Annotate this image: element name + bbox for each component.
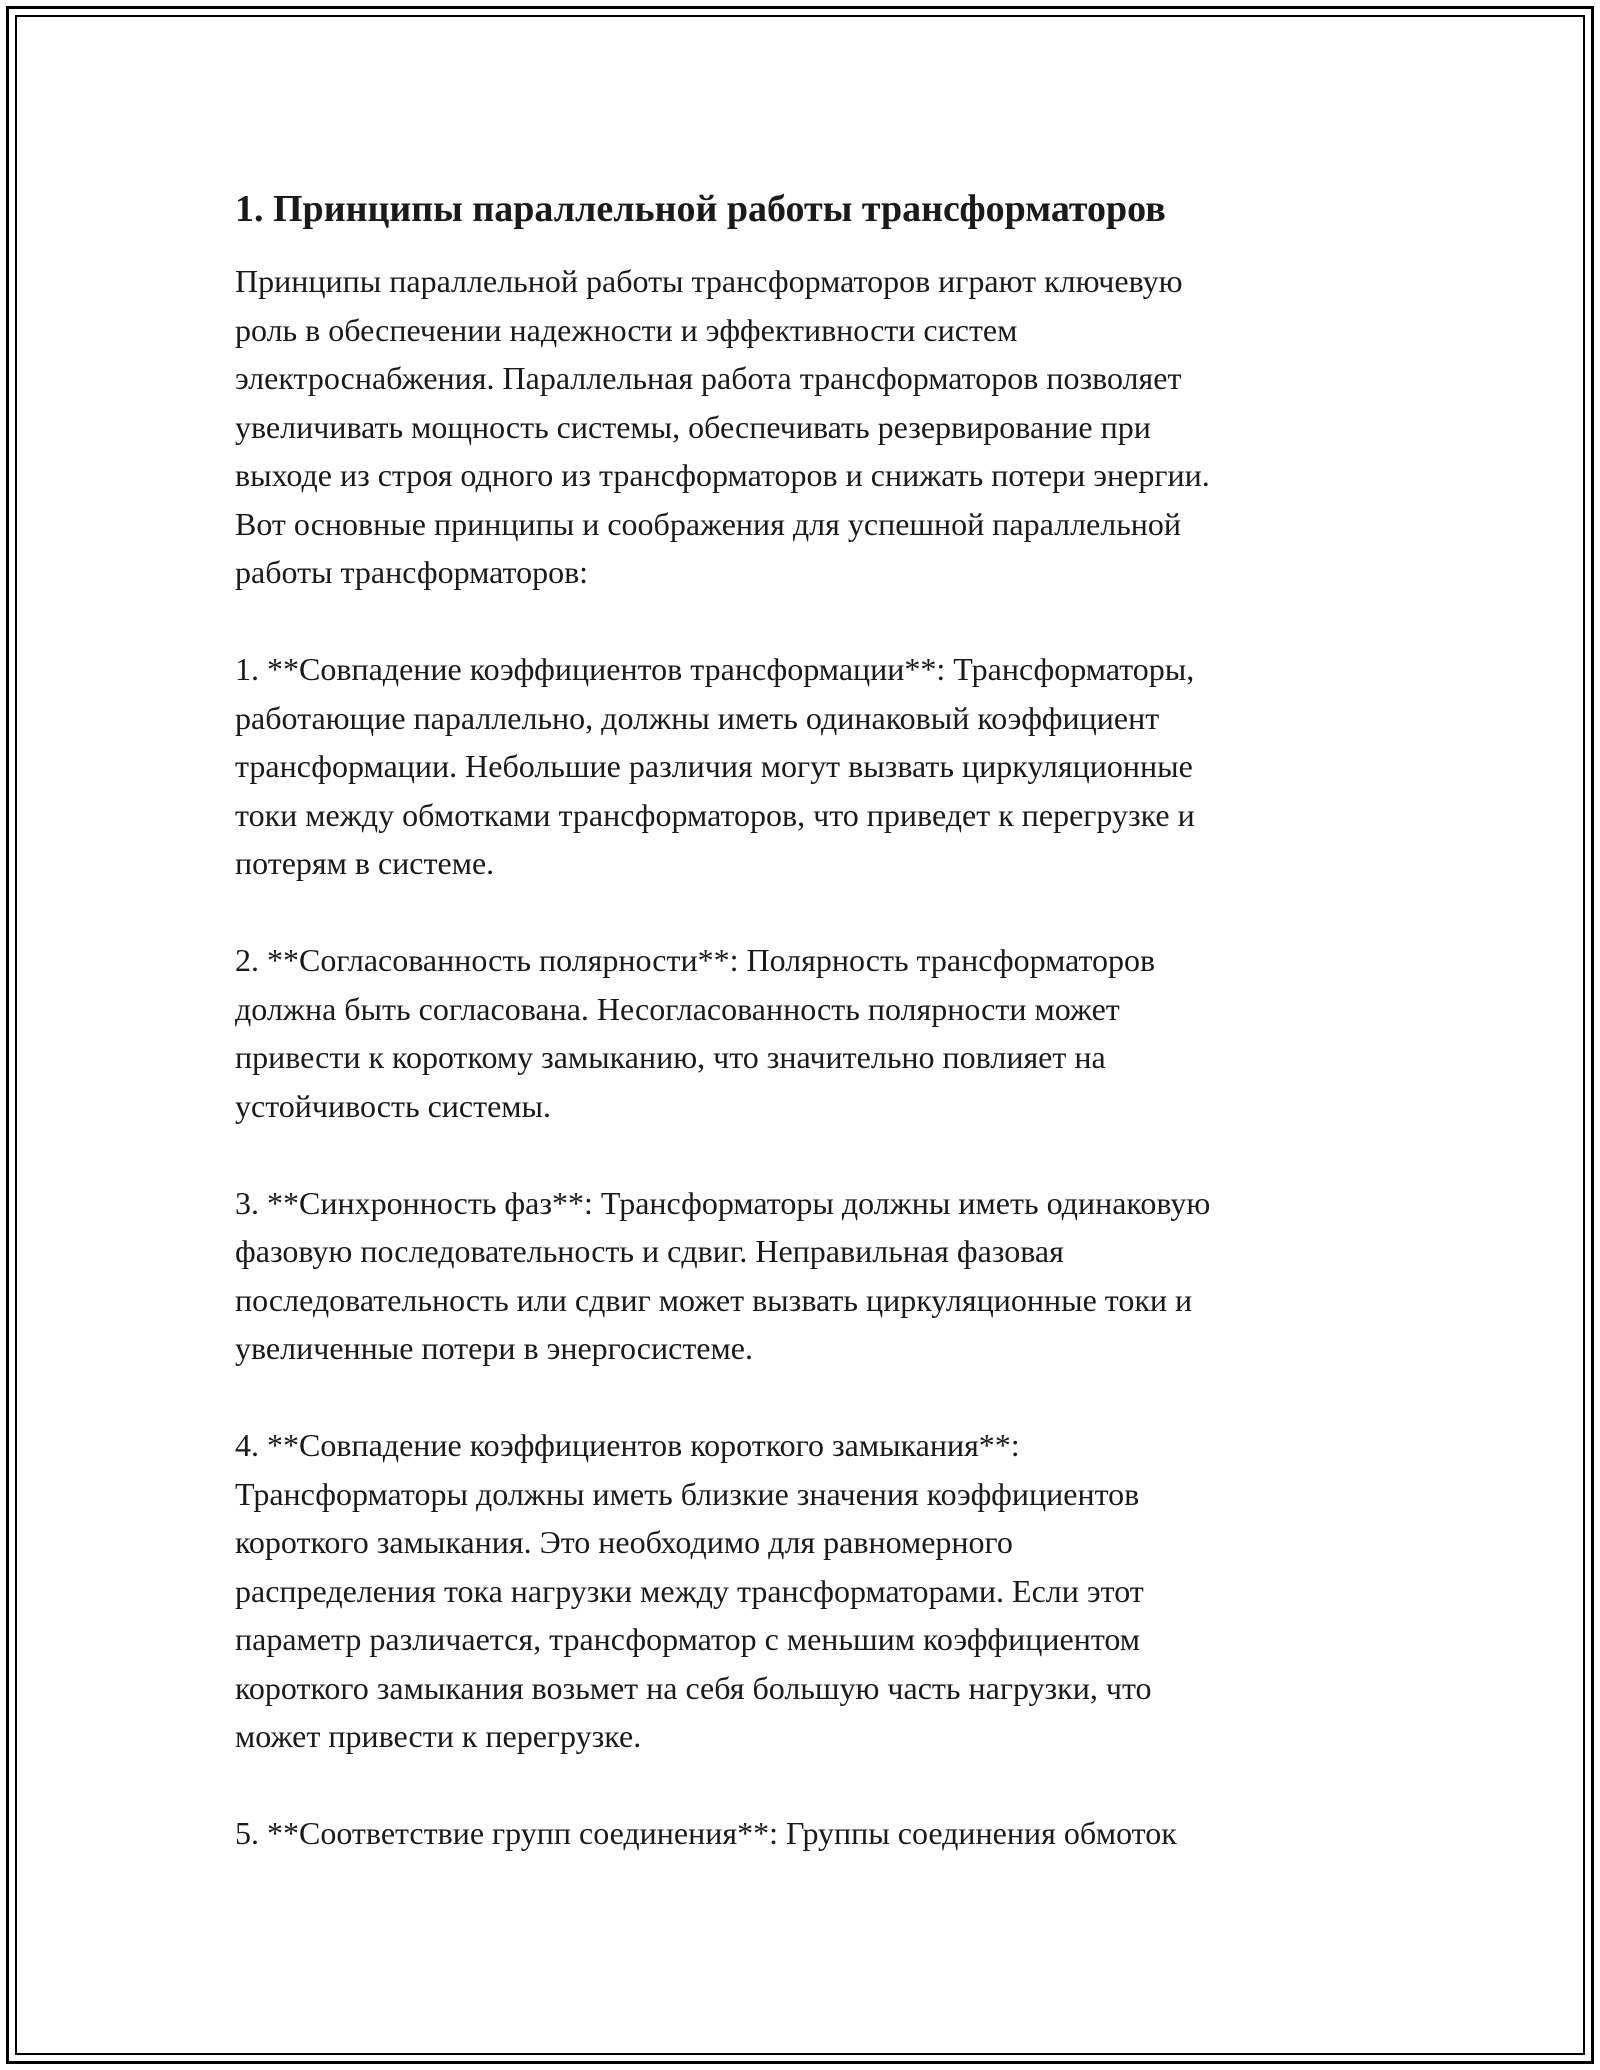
text-line: потерям в системе. [235,845,495,881]
list-item-4-paragraph [235,1421,1385,1761]
text-line: 1. **Совпадение коэффициентов трансформации**: Трансформаторы, [235,651,1195,687]
list-item-1-paragraph [235,645,1385,888]
text-line: 3. **Синхронность фаз**: Трансформаторы должны иметь одинаковую [235,1184,1211,1221]
text-line: 5. **Соответствие групп соединения**: Группы соединения обмоток [235,1815,1177,1851]
text-line: может привести к перегрузке. [235,1718,642,1754]
text-line: токи между обмотками трансформаторов, что приведет к перегрузке и [235,796,1195,833]
section-title: 1. Принципы параллельной работы трансформаторов [235,188,1166,230]
list-item-5-paragraph [235,1809,1385,1858]
text-line: последовательность или сдвиг может вызвать циркуляционные токи и [235,1281,1193,1318]
text-line: трансформации. Небольшие различия могут вызвать циркуляционные [235,748,1193,784]
text-line: устойчивость системы. [235,1087,552,1124]
text-line: увеличенные потери в энергосистеме. [235,1330,753,1366]
text-line: роль в обеспечении надежности и эффективности систем [235,311,1018,348]
text-line: 4. **Совпадение коэффициентов короткого замыкания**: [235,1427,1020,1463]
text-line: должна быть согласована. Несогласованность полярности может [235,990,1120,1027]
document-page [235,185,1385,1906]
text-line: параметр различается, трансформатор с меньшим коэффициентом [235,1621,1141,1657]
text-line: Трансформаторы должны иметь близкие значения коэффициентов [235,1475,1140,1512]
text-line: привести к короткому замыканию, что значительно повлияет на [235,1039,1106,1075]
text-line: короткого замыкания. Это необходимо для равномерного [235,1524,1013,1560]
text-line: электроснабжения. Параллельная работа трансформаторов позволяет [235,360,1182,396]
text-line: 2. **Согласованность полярности**: Полярность трансформаторов [235,942,1156,978]
text-line: работы трансформаторов: [235,554,589,590]
text-line: увеличивать мощность системы, обеспечивать резервирование при [235,408,1151,445]
list-item-2-paragraph [235,936,1385,1130]
text-line: Принципы параллельной работы трансформаторов играют ключевую [235,263,1183,299]
text-line: распределения тока нагрузки между трансформаторами. Если этот [235,1572,1144,1609]
text-line: фазовую последовательность и сдвиг. Неправильная фазовая [235,1233,1064,1269]
text-line: работающие параллельно, должны иметь одинаковый коэффициент [235,699,1160,736]
list-item-3-paragraph [235,1179,1385,1373]
intro-paragraph [235,257,1385,597]
text-line: Вот основные принципы и соображения для успешной параллельной [235,505,1182,542]
text-line: выходе из строя одного из трансформаторов и снижать потери энергии. [235,457,1210,493]
text-line: короткого замыкания возьмет на себя большую часть нагрузки, что [235,1669,1152,1706]
